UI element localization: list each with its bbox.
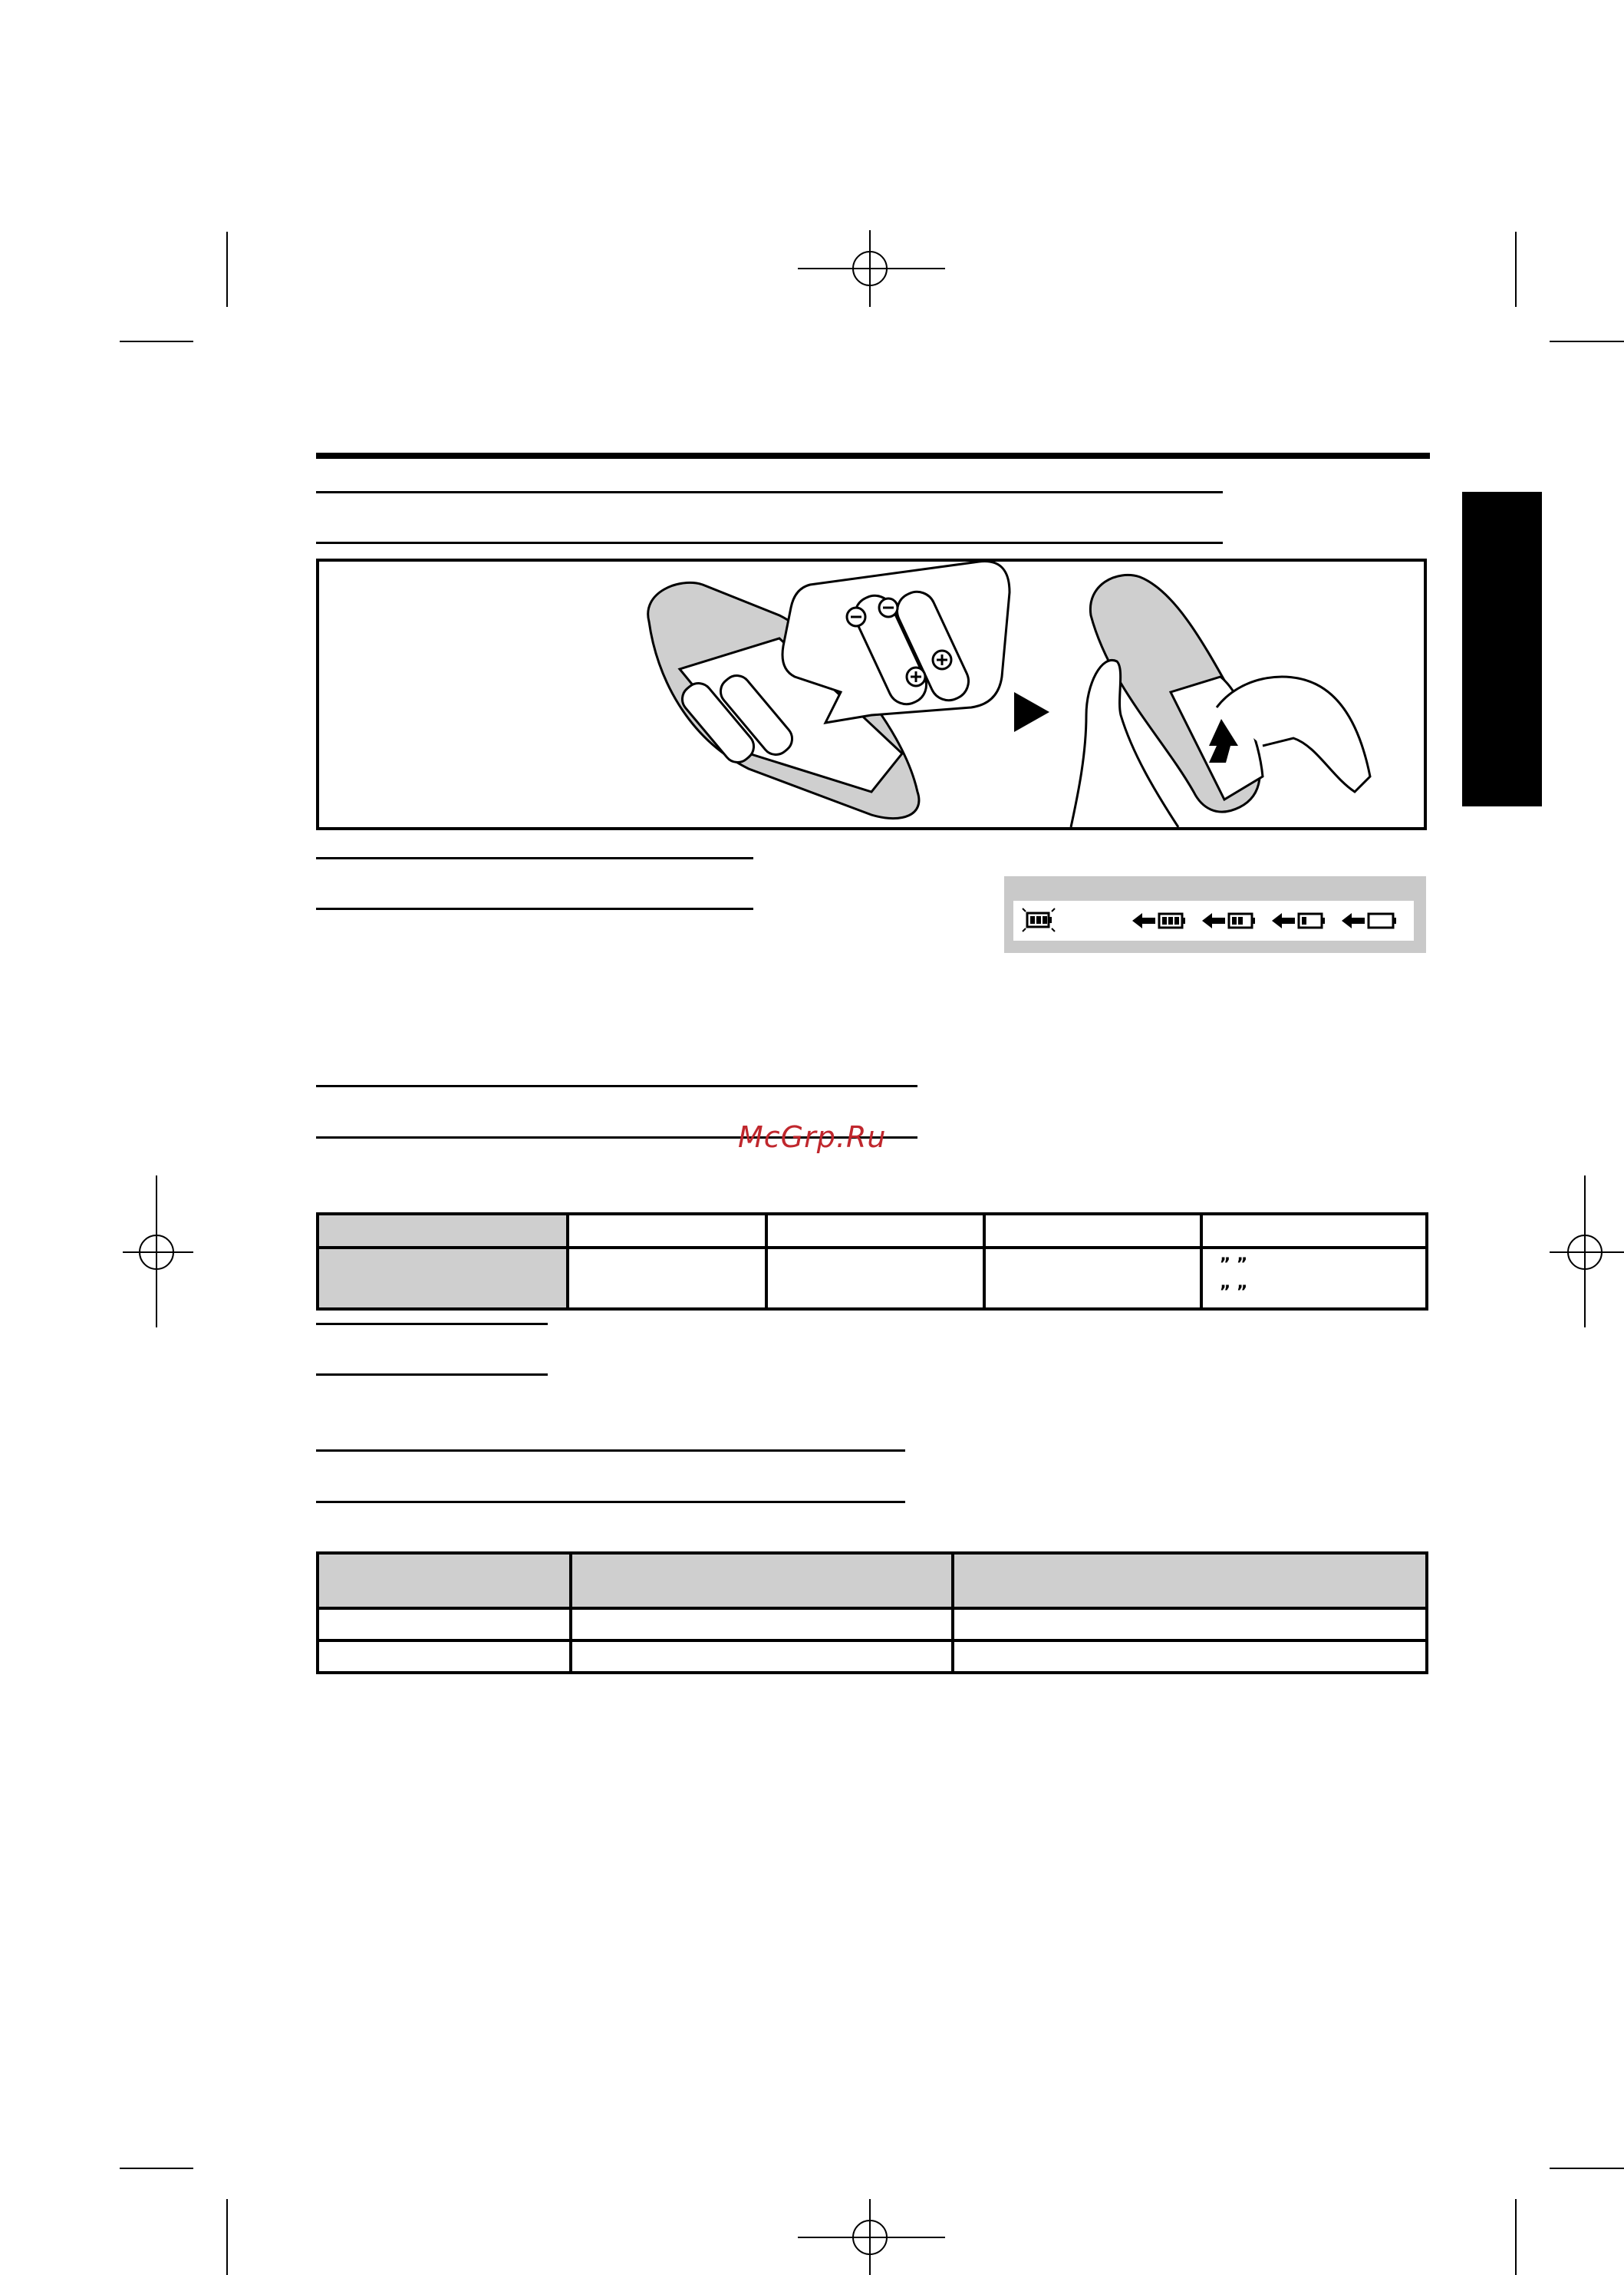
battery-full-blinking-icon	[1023, 908, 1055, 931]
section-tab	[1462, 492, 1542, 806]
table-cell	[568, 1248, 766, 1309]
table-row	[318, 1640, 1427, 1673]
battery-life-table	[316, 1212, 1428, 1311]
table-cell	[1201, 1248, 1427, 1309]
table-header-cell	[318, 1214, 568, 1248]
table-cell	[766, 1214, 984, 1248]
table-cell	[984, 1214, 1201, 1248]
table-cell	[318, 1640, 571, 1673]
battery-empty-icon	[1369, 914, 1396, 928]
section-rule	[316, 1501, 905, 1503]
table-cell	[568, 1214, 766, 1248]
ditto-mark: ” ”	[1219, 1255, 1248, 1274]
play-triangle-icon	[1014, 692, 1049, 732]
battery-indicator-display	[1013, 901, 1414, 941]
battery-replacement-table	[316, 1551, 1428, 1674]
section-rule	[316, 1449, 905, 1452]
heading-rule	[316, 542, 1223, 544]
section-rule	[316, 1085, 917, 1087]
table-row	[318, 1553, 1427, 1608]
heading-rule	[316, 491, 1223, 493]
battery-level-sequence	[1013, 901, 1414, 941]
table-cell	[571, 1640, 953, 1673]
table-header-cell	[318, 1248, 568, 1309]
table-header-cell	[571, 1553, 953, 1608]
table-header-cell	[953, 1553, 1427, 1608]
table-cell	[953, 1640, 1427, 1673]
watermark: McGrp.Ru	[738, 1120, 887, 1154]
battery-2-icon	[1229, 914, 1255, 928]
table-header-cell	[318, 1553, 571, 1608]
handset-battery-drawing	[319, 562, 1424, 827]
table-cell	[953, 1608, 1427, 1640]
note-rule	[316, 1323, 548, 1325]
subheading-rule	[316, 908, 753, 910]
table-cell	[318, 1608, 571, 1640]
battery-installation-illustration	[316, 559, 1427, 830]
table-row	[318, 1214, 1427, 1248]
table-cell	[571, 1608, 953, 1640]
battery-strength-indicator	[1004, 876, 1426, 953]
table-row	[318, 1608, 1427, 1640]
subheading-rule	[316, 857, 753, 859]
note-rule	[316, 1373, 548, 1376]
table-row	[318, 1248, 1427, 1309]
table-cell	[984, 1248, 1201, 1309]
table-cell	[766, 1248, 984, 1309]
table-cell	[1201, 1214, 1427, 1248]
header-rule-thick	[316, 453, 1430, 459]
ditto-mark: ” ”	[1219, 1283, 1248, 1302]
battery-3-icon	[1159, 914, 1185, 928]
battery-1-icon	[1299, 914, 1325, 928]
